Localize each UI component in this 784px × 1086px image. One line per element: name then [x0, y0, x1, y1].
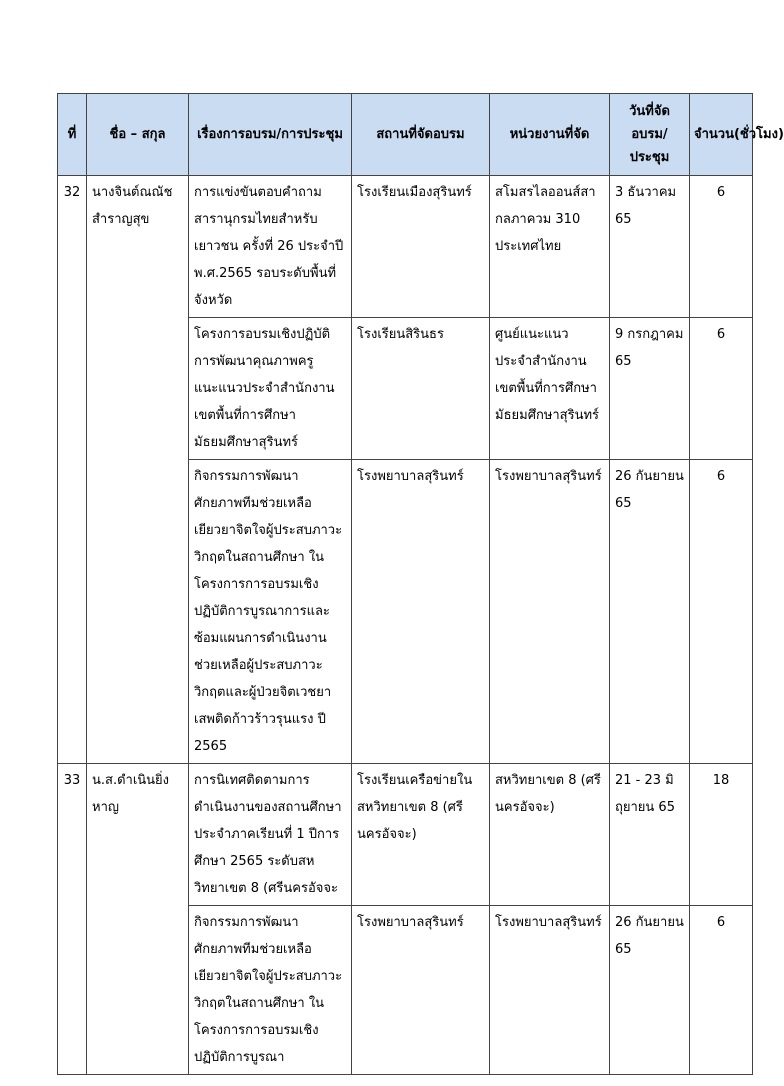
- row-hours: 18: [690, 764, 753, 906]
- row-hours: 6: [690, 460, 753, 764]
- row-hours: 6: [690, 318, 753, 460]
- header-organizer: หน่วยงานที่จัด: [490, 94, 610, 176]
- header-venue: สถานที่จัดอบรม: [352, 94, 490, 176]
- row-topic: กิจกรรมการพัฒนาศักยภาพทีมช่วยเหลือเยียวยาจิตใจผู้ประสบภาวะวิกฤตในสถานศึกษา ในโครงการการอบรมเชิงปฏิบัติการบูรณาการและซ้อมแผนการดำเนินงานช่วยเหลือผู้ประสบภาวะวิกฤตและผู้ป่วยจิตเวชยาเสพติดก้าวร้าวรุนแรง ปี 2565: [189, 460, 352, 764]
- row-topic: โครงการอบรมเชิงปฏิบัติการพัฒนาคุณภาพครูแนะแนวประจำสำนักงานเขตพื้นที่การศึกษามัธยมศึกษาสุรินทร์: [189, 318, 352, 460]
- row-topic: การแข่งขันตอบคำถามสารานุกรมไทยสำหรับเยาวชน ครั้งที่ 26 ประจำปี พ.ศ.2565 รอบระดับพื้นที่จังหวัด: [189, 176, 352, 318]
- row-organizer: โรงพยาบาลสุรินทร์: [490, 460, 610, 764]
- header-date: วันที่จัดอบรม/ประชุม: [610, 94, 690, 176]
- row-organizer: สโมสรไลออนส์สากลภาควม 310 ประเทศไทย: [490, 176, 610, 318]
- row-venue: โรงพยาบาลสุรินทร์: [352, 906, 490, 1075]
- header-no: ที่: [58, 94, 87, 176]
- row-organizer: ศูนย์แนะแนวประจำสำนักงานเขตพื้นที่การศึกษามัธยมศึกษาสุรินทร์: [490, 318, 610, 460]
- table-row: [58, 176, 753, 318]
- training-table: [57, 93, 784, 1075]
- row-venue: โรงเรียนสิรินธร: [352, 318, 490, 460]
- row-date: 3 ธันวาคม 65: [610, 176, 690, 318]
- row-date: 26 กันยายน 65: [610, 460, 690, 764]
- header-hours: จำนวน(ชั่วโมง): [690, 94, 753, 176]
- row-hours: 6: [690, 176, 753, 318]
- row-date: 26 กันยายน 65: [610, 906, 690, 1075]
- row-venue: โรงพยาบาลสุรินทร์: [352, 460, 490, 764]
- row-name: น.ส.ดำเนินยิ่งหาญ: [87, 764, 189, 1075]
- row-no: 32: [58, 176, 87, 764]
- row-date: 21 - 23 มิถุยายน 65: [610, 764, 690, 906]
- header-row: [58, 94, 753, 176]
- header-topic: เรื่องการอบรม/การประชุม: [189, 94, 352, 176]
- row-topic: การนิเทศติดตามการดำเนินงานของสถานศึกษาประจำภาคเรียนที่ 1 ปีการศึกษา 2565 ระดับสหวิทยาเขต 8 (ศรีนครอัจจะ: [189, 764, 352, 906]
- row-topic: กิจกรรมการพัฒนาศักยภาพทีมช่วยเหลือเยียวยาจิตใจผู้ประสบภาวะวิกฤตในสถานศึกษา ในโครงการการอบรมเชิงปฏิบัติการบูรณา: [189, 906, 352, 1075]
- row-name: นางจินต์ณณัชสำราญสุข: [87, 176, 189, 764]
- table-row: [58, 764, 753, 906]
- row-hours: 6: [690, 906, 753, 1075]
- row-date: 9 กรกฎาคม 65: [610, 318, 690, 460]
- row-organizer: สหวิทยาเขต 8 (ศรีนครอัจจะ): [490, 764, 610, 906]
- row-venue: โรงเรียนเมืองสุรินทร์: [352, 176, 490, 318]
- header-name: ชื่อ – สกุล: [87, 94, 189, 176]
- row-organizer: โรงพยาบาลสุรินทร์: [490, 906, 610, 1075]
- row-no: 33: [58, 764, 87, 1075]
- row-venue: โรงเรียนเครือข่ายในสหวิทยาเขต 8 (ศรีนครอัจจะ): [352, 764, 490, 906]
